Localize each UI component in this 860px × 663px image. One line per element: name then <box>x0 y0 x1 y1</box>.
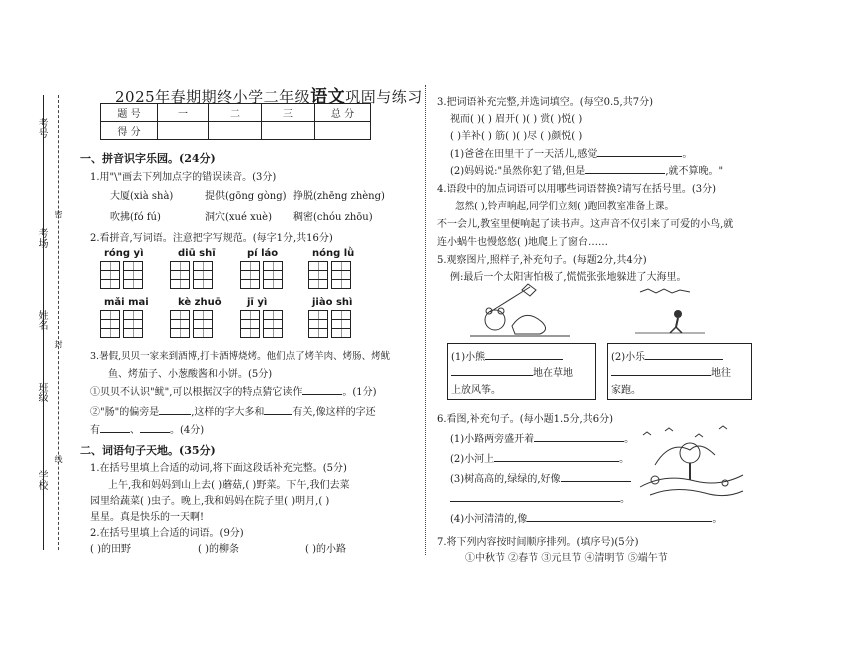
pinyin-label: mǎi mai <box>104 297 149 308</box>
answer-blank[interactable] <box>494 452 619 462</box>
q3-b <box>90 403 376 418</box>
char-grid[interactable] <box>308 261 351 289</box>
r-q3-instruction: 3.把词语补充完整,并选词填空。(每空0.5,共7分) <box>437 97 653 108</box>
answer-blank[interactable] <box>485 350 563 360</box>
box1-b: 地在草地 <box>533 368 573 379</box>
q3-b-text: 、 <box>130 425 140 436</box>
char-grid[interactable] <box>170 261 213 289</box>
r-q3-fill-text: (1)爸爸在田里干了一天活儿,感觉 <box>450 149 598 160</box>
s2-q1-para: 上午,我和妈妈到山上去( )蘑菇,( )野菜。下午,我们去菜 <box>108 480 350 491</box>
r-q6-line: 。 <box>450 490 630 505</box>
r-q6-line: (4)小河清清的,像 。 <box>450 514 723 525</box>
r-q7-instruction: 7.将下列内容按时间顺序排列。(填序号)(5分) <box>437 537 639 548</box>
r-q6-line: (2)小河上 。 <box>450 454 630 465</box>
section2-heading: 二、词语句子天地。(35分) <box>80 444 216 457</box>
box2-c: 家跑。 <box>611 385 641 396</box>
box1-text <box>451 348 563 363</box>
seal-xian: 线 <box>54 455 63 463</box>
box2-a: (2)小乐 <box>611 352 646 363</box>
r-q5-instruction: 5.观察图片,照样子,补充句子。(每题2分,共4分) <box>437 255 647 266</box>
char-grid[interactable] <box>240 261 283 289</box>
s2-q2-instruction: 2.在括号里填上合适的词语。(9分) <box>90 528 244 539</box>
box1-text <box>451 364 573 379</box>
r-q7-items: ①中秋节 ②春节 ③元旦节 ④清明节 ⑤端午节 <box>465 553 668 564</box>
score-header-cell: 题 号 <box>101 104 158 122</box>
r-q4-para[interactable]: 连小蜗牛也慢悠悠( )地爬上了窗台…… <box>437 237 608 248</box>
q3-a-end: 。(1分) <box>342 387 377 398</box>
r-q6-text: (2)小河上 <box>450 454 495 465</box>
answer-box-2 <box>607 343 752 400</box>
seal-mi: 密 <box>54 210 63 218</box>
r-q6-line <box>450 470 631 485</box>
q1-word[interactable]: 吹拂(fó fú) <box>110 212 161 223</box>
r-q5-example: 例:最后一个太阳害怕极了,慌慌张张地躲进了大海里。 <box>450 272 687 283</box>
s2-q1-para: 星星。真是快乐的一天啊! <box>90 512 205 523</box>
r-q3-row[interactable]: ( )羊补( ) 筋( )( )尽 ( )颜悦( ) <box>450 131 583 142</box>
score-table <box>100 103 371 140</box>
score-input-cell[interactable] <box>209 122 262 140</box>
r-q6-instruction: 6.看图,补充句子。(每小题1.5分,共6分) <box>437 414 613 425</box>
pinyin-label: pí láo <box>247 248 279 259</box>
title-post: 巩固与练习 <box>345 88 423 106</box>
sidebar-kaochang: 考场 <box>36 228 47 248</box>
box1-c: 上放风筝。 <box>451 385 501 396</box>
r-q3-fill-text: ,就不算晚。" <box>665 166 724 177</box>
score-value-row <box>101 122 371 140</box>
score-header-row <box>101 104 371 122</box>
score-header-cell: 总 分 <box>315 104 371 122</box>
s2-q2-item[interactable]: ( )的田野 <box>90 544 131 555</box>
r-q6-text: (3)树高高的,绿绿的,好像 <box>450 474 561 485</box>
r-q4-para[interactable]: 忽然( ),铃声响起,同学们立刻( )跑回教室准备上课。 <box>455 201 675 212</box>
pinyin-label: diū shī <box>178 248 216 259</box>
q1-word[interactable]: 洞穴(xué xuè) <box>205 212 272 223</box>
s2-q1-para: 园里给蔬菜( )虫子。晚上,我和妈妈在院子里( )明月,( ) <box>90 496 330 507</box>
score-input-cell[interactable] <box>158 122 209 140</box>
answer-blank[interactable] <box>597 147 682 157</box>
r-q4-para: 不一会儿,教室里便响起了读书声。这声音不仅引来了可爱的小鸟,就 <box>437 219 734 230</box>
q3-line2: 鱼、烤茄子、小葱酸酱和小饼。(5分) <box>108 369 273 380</box>
r-q3-fill: (1)爸爸在田里干了一天活儿,感觉 。 <box>450 149 693 160</box>
q3-line1: 3.暑假,贝贝一家来到酒博,打卡酒博烧烤。他们点了烤羊肉、烤肠、烤鱿 <box>90 351 391 362</box>
q3-b-text: ②"肠"的偏旁是 <box>90 407 160 418</box>
box1-a: (1)小熊 <box>451 352 486 363</box>
char-grid[interactable] <box>308 310 351 338</box>
answer-blank[interactable] <box>611 366 711 376</box>
answer-blank[interactable] <box>302 385 342 395</box>
box2-b: 地往 <box>711 368 731 379</box>
answer-blank[interactable] <box>450 492 620 502</box>
q3-b-text: ,这样的字大多和 <box>191 407 265 418</box>
r-q3-row[interactable]: 视而( )( ) 眉开( )( ) 赏( )悦( ) <box>450 114 583 125</box>
answer-blank[interactable] <box>561 472 631 482</box>
answer-blank[interactable] <box>585 164 665 174</box>
score-label-cell: 得 分 <box>101 122 158 140</box>
q3-a <box>90 383 377 398</box>
q2-instruction: 2.看拼音,写词语。注意把字写规范。(每字1分,共16分) <box>90 233 333 244</box>
char-grid[interactable] <box>170 310 213 338</box>
answer-box-1 <box>447 343 596 400</box>
seal-line <box>58 95 59 550</box>
bear-kite-image <box>470 282 570 340</box>
q1-word[interactable]: 大厦(xià shà) <box>110 191 174 202</box>
q1-word[interactable]: 提供(gōng gòng) <box>205 191 287 202</box>
sidebar-kaohao: 考号 <box>36 118 47 138</box>
s2-q1-instruction: 1.在括号里填上合适的动词,将下面这段话补充完整。(5分) <box>90 463 347 474</box>
box2-text <box>611 348 723 363</box>
q1-instruction: 1.用"\"画去下列加点字的错误读音。(3分) <box>90 172 277 183</box>
char-grid[interactable] <box>240 310 283 338</box>
q3-b-text: 有关,像这样的字还 <box>292 407 376 418</box>
char-grid[interactable] <box>100 261 143 289</box>
answer-blank[interactable] <box>159 405 191 415</box>
answer-blank[interactable] <box>264 405 292 415</box>
sidebar-xuexiao: 学校 <box>36 470 47 490</box>
q3-a-text: ①贝贝不认识"鱿",可以根据汉字的特点猜它读作 <box>90 387 303 398</box>
answer-blank[interactable] <box>645 350 723 360</box>
answer-blank[interactable] <box>527 512 712 522</box>
section1-heading: 一、拼音识字乐园。(24分) <box>80 152 216 165</box>
pinyin-label: nóng lǜ <box>312 248 355 259</box>
q3-b-text: 有 <box>90 425 100 436</box>
r-q3-fill <box>450 162 723 177</box>
q3-b-cont <box>90 421 204 436</box>
title-bold: 语文 <box>310 87 346 107</box>
sidebar-banji: 班级 <box>36 382 47 402</box>
title-pre: 2025年春期期终小学二年级 <box>115 88 311 106</box>
box2-text <box>611 364 731 379</box>
r-q6-line: (1)小路两旁盛开着 。 <box>450 434 635 445</box>
seal-feng: 封 <box>54 340 63 348</box>
r-q6-text: (1)小路两旁盛开着 <box>450 434 535 445</box>
char-grid[interactable] <box>100 310 143 338</box>
r-q6-text: (4)小河清清的,像 <box>450 514 528 525</box>
pinyin-label: jiào shì <box>312 297 353 308</box>
pinyin-label: kè zhuō <box>178 297 222 308</box>
s2-q2-item[interactable]: ( )的柳条 <box>198 544 239 555</box>
answer-blank[interactable] <box>140 423 170 433</box>
pinyin-label: róng yì <box>104 248 144 259</box>
score-header-cell: 三 <box>262 104 315 122</box>
q1-word[interactable]: 稠密(chóu zhōu) <box>293 212 373 223</box>
running-child-image <box>630 287 710 337</box>
r-q4-instruction: 4.语段中的加点词语可以用哪些词语替换?请写在括号里。(3分) <box>437 184 717 195</box>
sidebar-xingming: 姓名 <box>36 310 47 330</box>
answer-blank[interactable] <box>451 366 533 376</box>
pinyin-label: jī yì <box>247 297 268 308</box>
s2-q2-item[interactable]: ( )的小路 <box>305 544 346 555</box>
column-divider <box>425 85 426 555</box>
score-header-cell: 二 <box>209 104 262 122</box>
score-input-cell[interactable] <box>262 122 315 140</box>
score-header-cell: 一 <box>158 104 209 122</box>
r-q3-fill-text: (2)妈妈说:"虽然你犯了错,但是 <box>450 166 586 177</box>
answer-blank[interactable] <box>100 423 130 433</box>
answer-blank[interactable] <box>534 432 624 442</box>
q3-b-text: 。(4分) <box>170 425 205 436</box>
landscape-image <box>635 425 745 505</box>
q1-word[interactable]: 挣脱(zhēng zhèng) <box>293 191 385 202</box>
score-input-cell[interactable] <box>315 122 371 140</box>
